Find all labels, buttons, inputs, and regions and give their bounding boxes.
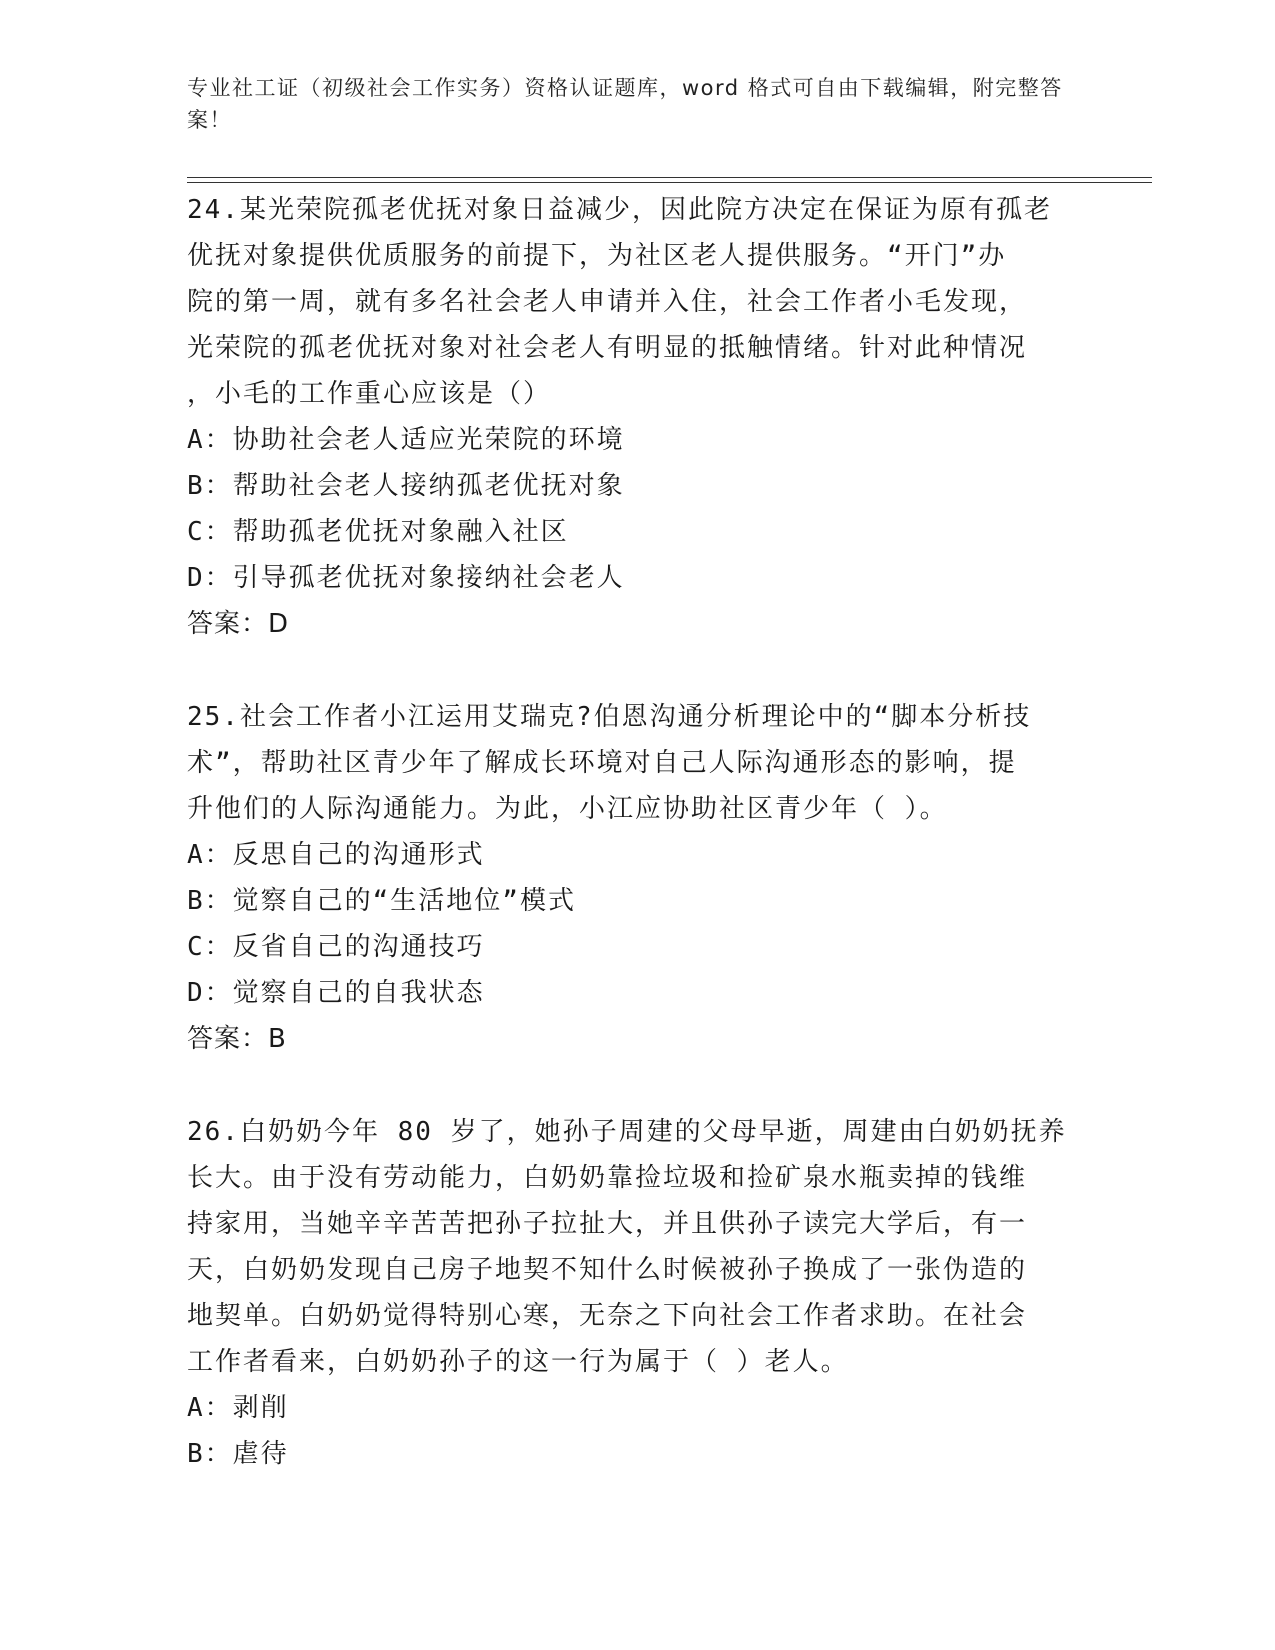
question-25 [187, 694, 1087, 1062]
header-rule-bottom [187, 182, 1152, 183]
question-line: 升他们的人际沟通能力。为此，小江应协助社区青少年（ ）。 [187, 794, 948, 824]
option-d: D：引导孤老优抚对象接纳社会老人 [187, 563, 625, 593]
question-line: 工作者看来，白奶奶孙子的这一行为属于（ ）老人。 [187, 1347, 849, 1377]
option-c: C：帮助孤老优抚对象融入社区 [187, 517, 569, 547]
question-line: 24.某光荣院孤老优抚对象日益减少，因此院方决定在保证为原有孤老 [187, 195, 1052, 225]
option-b: B：虐待 [187, 1439, 289, 1469]
header-rule-top [187, 177, 1152, 178]
question-list [187, 187, 1087, 1477]
question-line: 院的第一周，就有多名社会老人申请并入住，社会工作者小毛发现， [187, 287, 1028, 317]
question-26 [187, 1109, 1087, 1477]
option-d: D：觉察自己的自我状态 [187, 978, 485, 1008]
answer-label: 答案：D [187, 609, 290, 639]
option-b: B：帮助社会老人接纳孤老优抚对象 [187, 471, 625, 501]
question-line: 天，白奶奶发现自己房子地契不知什么时候被孙子换成了一张伪造的 [187, 1255, 1028, 1285]
option-a: A：反思自己的沟通形式 [187, 840, 485, 870]
question-line: 长大。由于没有劳动能力，白奶奶靠捡垃圾和捡矿泉水瓶卖掉的钱维 [187, 1163, 1028, 1193]
answer-label: 答案：B [187, 1024, 287, 1054]
question-spacer [187, 1062, 1087, 1109]
question-line: 术”，帮助社区青少年了解成长环境对自己人际沟通形态的影响，提 [187, 748, 1017, 778]
question-line: ，小毛的工作重心应该是（） [187, 379, 552, 409]
question-line: 优抚对象提供优质服务的前提下，为社区老人提供服务。“开门”办 [187, 241, 1007, 271]
question-line: 25.社会工作者小江运用艾瑞克?伯恩沟通分析理论中的“脚本分析技 [187, 702, 1032, 732]
option-c: C：反省自己的沟通技巧 [187, 932, 485, 962]
question-24 [187, 187, 1087, 647]
question-line: 持家用，当她辛辛苦苦把孙子拉扯大，并且供孙子读完大学后，有一 [187, 1209, 1028, 1239]
option-a: A：协助社会老人适应光荣院的环境 [187, 425, 625, 455]
question-line: 26.白奶奶今年 80 岁了，她孙子周建的父母早逝，周建由白奶奶抚养 [187, 1117, 1067, 1147]
option-b: B：觉察自己的“生活地位”模式 [187, 886, 576, 916]
question-line: 地契单。白奶奶觉得特别心寒，无奈之下向社会工作者求助。在社会 [187, 1301, 1028, 1331]
question-spacer [187, 647, 1087, 694]
option-a: A：剥削 [187, 1393, 289, 1423]
page-header: 专业社工证（初级社会工作实务）资格认证题库，word 格式可自由下载编辑，附完整答案！ [187, 76, 1063, 132]
question-line: 光荣院的孤老优抚对象对社会老人有明显的抵触情绪。针对此种情况 [187, 333, 1028, 363]
